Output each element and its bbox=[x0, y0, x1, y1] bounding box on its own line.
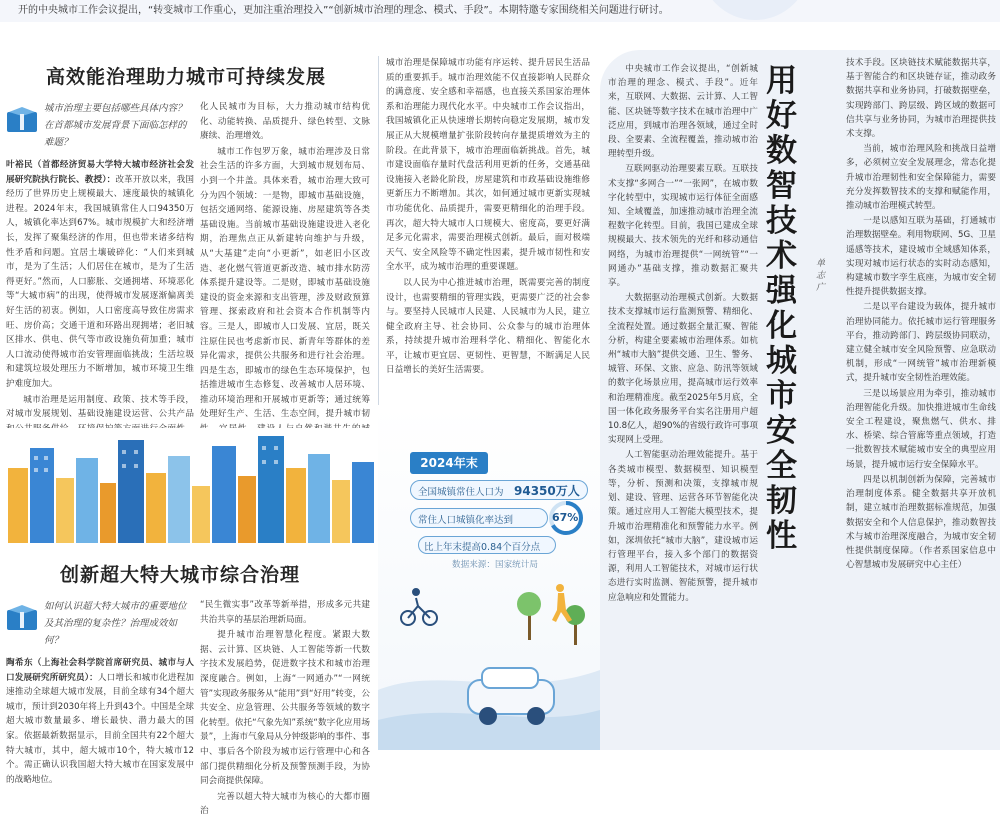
section2-author: 陶希东（上海社会科学院首席研究员、城市与人口发展研究所研究员）： bbox=[6, 658, 194, 683]
city-life-illustration bbox=[378, 570, 600, 750]
city-skyline-illustration bbox=[0, 428, 378, 543]
section1-title: 高效能治理助力城市可持续发展 bbox=[46, 66, 327, 88]
section3-col2-p1: 技术手段。区块链技术赋能数据共享，基于智能合约和区块链存证，推动政务数据共享和业务协同，打破数据壁垒，实现跨部门、跨层级、跨区域的数据可信共享与业务协同，为城市治理提供技术支撑。 bbox=[846, 58, 996, 140]
stats-row-2-value: 67% bbox=[552, 511, 579, 524]
section1-question: 城市治理主要包括哪些具体内容？在首都城市发展背景下面临怎样的难题？ bbox=[44, 103, 187, 148]
section1-col1-p2: 城市治理是运用制度、政策、技术等手段，对城市发展规划、基础设施建设运营、公共产品 bbox=[6, 394, 194, 420]
book-icon bbox=[6, 104, 38, 134]
stats-year-badge: 2024年末 bbox=[410, 452, 488, 474]
book-icon bbox=[6, 602, 38, 632]
section2-col2-p3: 完善以超大特大城市为核心的大都市圈治 bbox=[200, 791, 370, 817]
section1-column-1 bbox=[6, 158, 194, 423]
section1-col3-p2: 以人民为中心推进城市治理，既需要完善的制度设计，也需要精细的管理实践，更需要广泛的社会参与。要坚持人民城市人民建、人民城市为人民，建立健全政府主导、社会协同、公众参与的城市治理体系，持续提升城市治理科学化、精细化、智能化水平，让城市更宜居、更韧性、更智慧，不断满足人民日益增长的美好生活需要。 bbox=[386, 277, 590, 376]
section2-column-1 bbox=[6, 656, 194, 785]
section3-col1-p2: 互联网驱动治理要素互联。互联技术支撑“多网合一”“一张网”，在城市数字化转型中，实现城市运行体征全面感知、全域覆盖，加速推动城市治理全流程数字化转型。目前，我国已建成全球规模最大、技术领先的光纤和移动通信网络，为城市治理提供“一网统管”“一网通办”基础支撑，推动数据汇聚共享。 bbox=[608, 164, 758, 289]
section2-question: 如何认识超大特大城市的重要地位及其治理的复杂性？治理成效如何？ bbox=[44, 601, 187, 646]
stats-row-3-label: 比上年末提高0.84个百分点 bbox=[424, 542, 541, 553]
column-divider bbox=[378, 56, 379, 406]
section1-col2-p1: 化人民城市为目标，大力推动城市结构优化、动能转换、品质提升、绿色转型、文脉赓续、治理增效。 bbox=[200, 102, 370, 142]
section3-column-2 bbox=[846, 56, 996, 750]
stats-source: 数据来源：国家统计局 bbox=[452, 560, 538, 570]
section3-col1-p3: 大数据驱动治理模式创新。大数据技术支撑城市运行监测预警、精细化、全流程处置。通过数据全量汇聚、智能分析，构建全要素城市治理体系。如杭州“城市大脑”提供交通、卫生、警务、城管、环保、文旅、应急、防汛等领域的数字化场景应用，提高城市运行效率和治理精准度。截至2025年5月底，全国一体化政务服务平台实名注册用户超10.8亿人，超90%的省级行政许可事项实现网上受理。 bbox=[608, 293, 758, 446]
section1-col1-p1: 改革开放以来，我国经历了世界历史上规模最大、速度最快的城镇化进程。2024年末，我国城镇常住人口94350万人，城镇化率达到67%。城市规模扩大和经济增长，发挥了聚集经济的作用，但也带来诸多结构性矛盾和问题。宜居土壤破碎化：“人们来到城市，是为了生活；人们居住在城市，是为了生活得更好。”然而，人口膨胀、交通拥堵、环境恶化等“大城市病”的出现，使得城市发展逐渐偏离美好生活的初衷。例如，人口密度高导致住房需求旺、房价高；交通干道和环路出现拥堵；老旧城区排水、供电、供气等市政设施负荷加重；城市人口流动使得城市治安管理面临挑战；生活垃圾和建筑垃圾处理压力不断增加，城市环境卫生维护难度加大。 bbox=[6, 174, 194, 389]
stats-row-2-label: 常住人口城镇化率达到 bbox=[418, 515, 514, 526]
stats-row-1-label: 全国城镇常住人口为 bbox=[418, 487, 504, 498]
stats-row-1-value: 94350万人 bbox=[514, 484, 580, 498]
section1-col3-p1: 城市治理是保障城市功能有序运转、提升居民生活品质的重要抓手。城市治理效能不仅直接影响人民群众的满意度、安全感和幸福感，也直接关系国家治理体系和治理能力现代化水平。中央城市工作会议指出，我国城镇化正从快速增长期转向稳定发展期，城市发展正从大规模增量扩张阶段转向存量提质增效为主的阶段。在此背景下，城市治理面临新挑战。首先，城市建设面临存量时代盘活利用更新的任务，交通基础设施接入老龄化阶段，房屋建筑和市政基础设施维修更新压力不断增加。其次，如何通过城市更新实现城市功能优化、品质提升，需要更精细化的治理手段。再次，超大特大城市人口规模大、密度高，要更好满足多元化需求，需要治理模式创新。最后，面对极端天气、安全风险等不确定性因素，提升城市韧性和安全水平，成为城市治理的重要课题。 bbox=[386, 58, 590, 273]
section3-col2-p3: 一是以感知互联为基础，打通城市治理数据壁垒。利用物联网、5G、卫星遥感等技术，建设城市全域感知体系，实现对城市运行状态的实时动态感知，构建城市数字孪生底座，为城市安全韧性提升提供数据支撑。 bbox=[846, 216, 996, 298]
section1-column-2 bbox=[200, 100, 370, 423]
section2-col1-p1: 人口增长和城市化进程加速推动全球超大城市发展，目前全球有34个超大城市，预计到2030年将上升到43个。中国是全球超大城市数量最多、增长最快、潜力最大的国家。依据最新数据显示，目前全国共有22个超大特大城市，其中，超大城市10个，特大城市12个。需正确认识我国超大特大城市在国家发展中的战略地位。 bbox=[6, 672, 194, 785]
tree-icon bbox=[517, 592, 585, 645]
section3-col2-p6: 四是以机制创新为保障，完善城市治理制度体系。健全数据共享开放机制，建立城市治理数据标准规范，加强数据安全和个人信息保护，推动数智技术与城市治理深度融合，为城市安全韧性提供制度保障。（作者系国家信息中心智慧城市发展研究中心主任） bbox=[846, 474, 996, 571]
section2-col2-p1: “民生微实事”改革等新举措，形成多元共建共治共享的基层治理新局面。 bbox=[200, 600, 370, 625]
section3-title: 用好数智技术强化城市安全韧性 bbox=[766, 63, 797, 554]
runner-icon bbox=[552, 584, 572, 622]
section3-col2-p2: 当前，城市治理风险和挑战日益增多，必须树立安全发展理念，常态化提升城市治理韧性和安全保障能力，需要充分发挥数智技术的支撑和赋能作用，推动城市治理模式转型。 bbox=[846, 144, 996, 212]
cyclist-icon bbox=[401, 589, 437, 625]
section3-col2-p5: 三是以场景应用为牵引，推动城市治理智能化升级。加快推进城市生命线安全工程建设，聚焦燃气、供水、排水、桥梁、综合管廊等重点领域，打造一批数智技术赋能城市安全的典型应用场景，提升城市运行安全保障水平。 bbox=[846, 388, 996, 470]
section3-col2-p4: 二是以平台建设为载体，提升城市治理协同能力。依托城市运行管理服务平台，推动跨部门、跨层级协同联动，建立健全城市安全风险预警、应急联动机制，形成“一网统管”城市治理新模式，提升城市安全韧性治理效能。 bbox=[846, 302, 996, 384]
section1-column-3 bbox=[386, 56, 590, 426]
section2-column-2 bbox=[200, 598, 370, 817]
section2-title: 创新超大特大城市综合治理 bbox=[60, 564, 301, 586]
section3-col1-p1: 中央城市工作会议提出，“创新城市治理的理念、模式、手段”。近年来，互联网、大数据、云计算、人工智能、区块链等数字技术在城市治理中广泛应用，到城市治理各领域，通过全时段、全要素、全流程覆盖，推动城市治理转型升级。 bbox=[608, 64, 758, 160]
section3-author: 单志广 bbox=[816, 259, 826, 293]
section1-author: 叶裕民（首都经济贸易大学特大城市经济社会发展研究院执行院长、教授）： bbox=[6, 160, 194, 185]
intro-text: 开的中央城市工作会议提出，“转变城市工作重心，更加注重治理投入”“创新城市治理的理念、模式、手段”。本期特邀专家围绕相关问题进行研讨。 bbox=[18, 5, 669, 16]
section3-column-1 bbox=[608, 62, 758, 750]
section1-col2-p2: 城市工作包罗万象，城市治理涉及日常社会生活的许多方面，大到城市规划布局、小到一个井盖。具体来看，城市治理大致可分为四个领域：一是物，即城市基础设施，包括交通网络、能源设施、房屋建筑等各类基础设施。当前城市基础设施建设进入老化期，治理焦点正从新建转向维护与升级，从“大基建”走向“小更新”，如老旧小区改造、老化燃气管道更新改造、城市排水防涝体系提升建设等。二是财，即城市基础设施建设的资金来源和支出管理，涉及财政预算管理、探索政府和社会资本合作机制等内容。三是人，即城市人口发展、宜居，既关注原住民也考虑新市民、新青年等群体的差异化需求，提供公共服务和进行社会治理。四是生态，即城市的绿色生态环境保护，包括推进城市生态修复、改善城市人居环境、推动环境治理和开展城市更新等；通过统筹处理好生产、生活、生态空间，提升城市韧 bbox=[200, 146, 370, 420]
section3-col1-p4: 人工智能驱动治理效能提升。基于各类城市模型、数据模型、知识模型等，分析、预测和决策，支撑城市规划、建设、管理、运营各环节智能化决策。通过应用人工智能大模型技术，提升城市治理精准化和预警能力水平。例如，深圳依托“城市大脑”，建设城市运行管理平台，接入多个部门的数据资源，利用人工智能技术，对城市运行状态进行实时监测、智能预警，提升城市应急响应和处置能力。 bbox=[608, 450, 758, 603]
section2-col2-p2: 提升城市治理智慧化程度。紧跟大数据、云计算、区块链、人工智能等新一代数字技术发展趋势，促进数字技术和城市治理深度融合。例如，上海“一网通办”“一网统管”实现政务服务从“能用”到“好用”转变，公共安全、应急管理、公共服务等领域的数字化转型。依托“气象先知”系统“数字化应用场景”，上海市气象局从分钟级影响的事件、事中、事后各个阶段为城市运行管理中心和各部门提供精细化分析及预警预测手段，为协同会商提供保障。 bbox=[200, 630, 370, 787]
